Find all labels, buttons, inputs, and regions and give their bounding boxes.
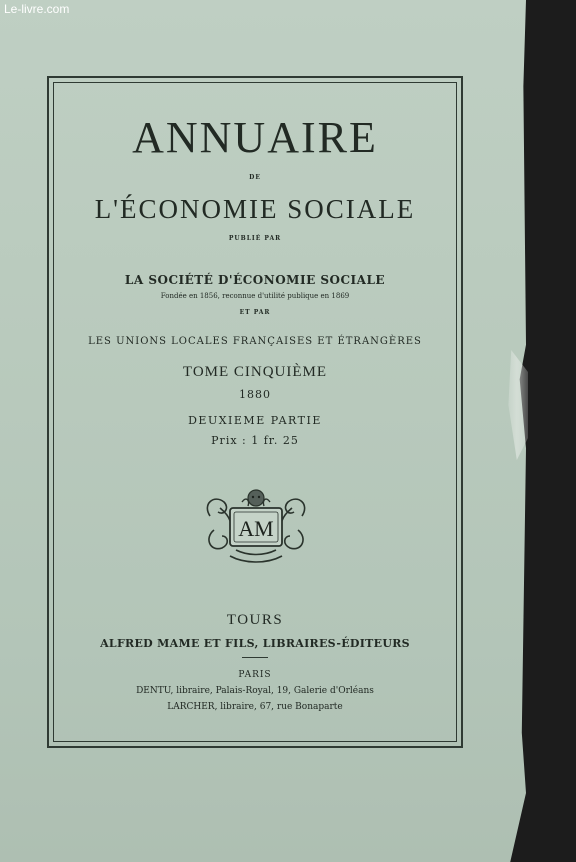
cover-publisher: ALFRED MAME ET FILS, LIBRAIRES-ÉDITEURS [100, 637, 410, 650]
cover-title: ANNUAIRE [132, 113, 378, 162]
cover-et-par: ET PAR [239, 309, 271, 316]
cover-city: TOURS [226, 612, 284, 628]
cover-paris: PARIS [238, 670, 272, 680]
cover-dentu: DENTU, libraire, Palais-Royal, 19, Galerie d'Orléans [136, 686, 374, 696]
publisher-emblem-icon [200, 486, 312, 566]
cover-de: DE [249, 174, 261, 181]
cover-year: 1880 [239, 388, 271, 401]
cover-societe: LA SOCIÉTÉ D'ÉCONOMIE SOCIALE [124, 273, 386, 287]
cover-publie-par: PUBLIÉ PAR [228, 235, 282, 242]
divider [242, 657, 268, 658]
cover-prix: Prix : 1 fr. 25 [211, 434, 299, 447]
cover-unions: LES UNIONS LOCALES FRANÇAISES ET ÉTRANGÈRES [88, 336, 422, 347]
cover-content [53, 82, 457, 742]
cover-tome: TOME CINQUIÈME [182, 364, 328, 380]
cover-partie: DEUXIEME PARTIE [188, 414, 322, 427]
cover-fondee: Fondée en 1856, reconnue d'utilité publique en 1869 [160, 292, 350, 300]
cover-larcher: LARCHER, libraire, 67, rue Bonaparte [167, 702, 343, 712]
watermark: Le-livre.com [4, 2, 70, 16]
emblem-letters: AM [238, 516, 274, 541]
cover-subtitle: L'ÉCONOMIE SOCIALE [94, 194, 416, 224]
